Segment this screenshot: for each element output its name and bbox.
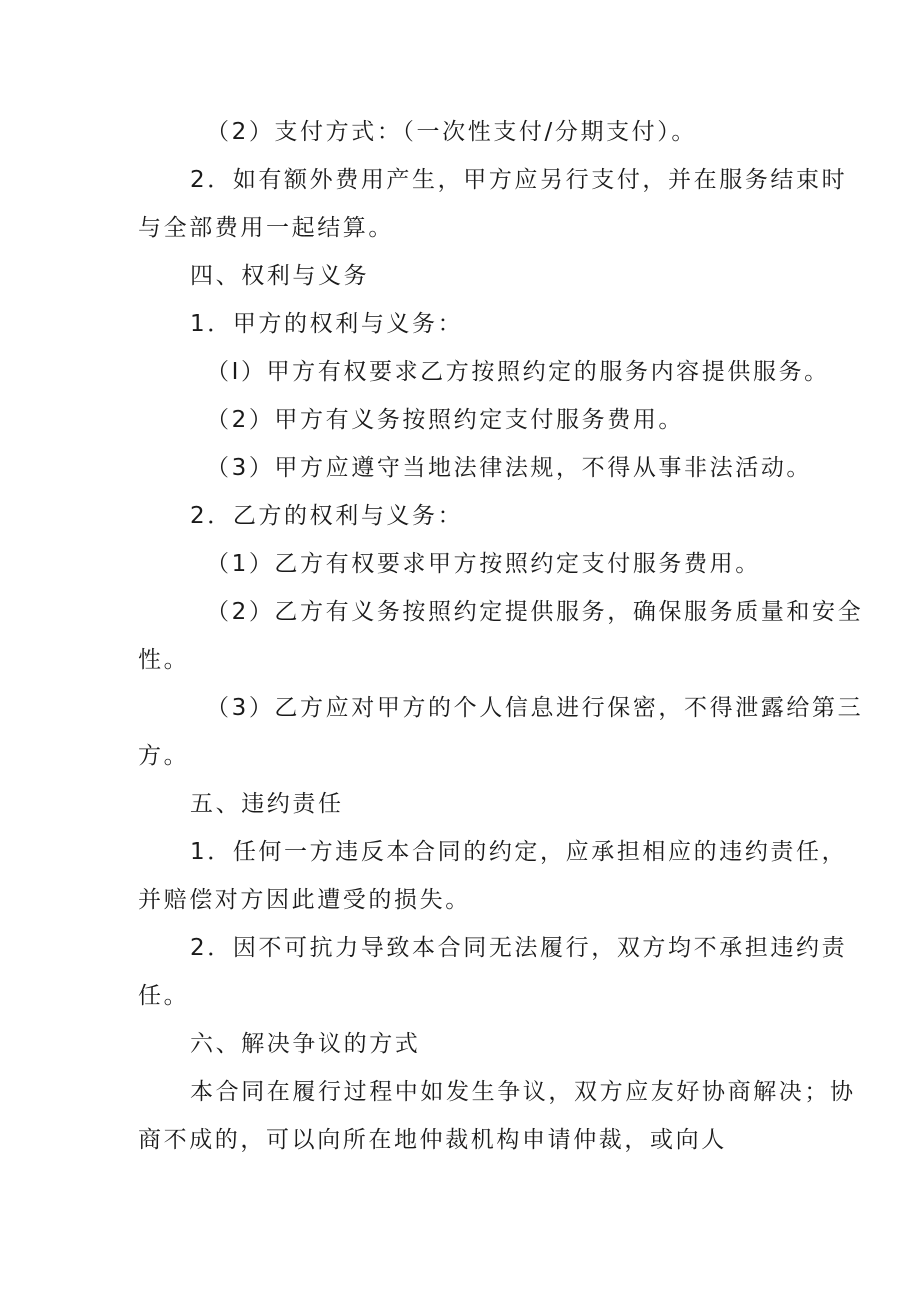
breach-clause-2: 2．因不可抗力导致本合同无法履行，双方均不承担违约责	[190, 935, 848, 961]
party-b-right-2-continued: 性。	[138, 647, 190, 673]
party-b-rights-heading: 2．乙方的权利与义务：	[190, 503, 464, 529]
breach-clause-1-continued: 并赔偿对方因此遭受的损失。	[138, 887, 471, 913]
party-a-rights-heading: 1．甲方的权利与义务：	[190, 311, 464, 337]
document-body	[138, 108, 864, 1164]
section-heading-dispute: 六、解决争议的方式	[190, 1031, 421, 1057]
party-a-right-2: （2）甲方有义务按照约定支付服务费用。	[206, 407, 685, 433]
breach-clause-1: 1．任何一方违反本合同的约定，应承担相应的违约责任，	[190, 839, 848, 865]
section-heading-rights-obligations: 四、权利与义务	[190, 263, 370, 289]
extra-fees-clause-continued: 与全部费用一起结算。	[138, 215, 394, 241]
section-heading-breach: 五、违约责任	[190, 791, 344, 817]
party-b-right-2: （2）乙方有义务按照约定提供服务，确保服务质量和安全	[206, 599, 864, 625]
payment-method-line: （2）支付方式：（一次性支付/分期支付）。	[206, 119, 697, 145]
extra-fees-clause: 2．如有额外费用产生，甲方应另行支付，并在服务结束时	[190, 167, 848, 193]
party-b-right-3: （3）乙方应对甲方的个人信息进行保密，不得泄露给第三	[206, 695, 864, 721]
party-a-right-1: （I）甲方有权要求乙方按照约定的服务内容提供服务。	[206, 359, 830, 385]
party-a-right-3: （3）甲方应遵守当地法律法规，不得从事非法活动。	[206, 455, 813, 481]
breach-clause-2-continued: 任。	[138, 983, 190, 1009]
party-b-right-3-continued: 方。	[138, 743, 190, 769]
party-b-right-1: （1）乙方有权要求甲方按照约定支付服务费用。	[206, 551, 761, 577]
dispute-clause-continued: 商不成的，可以向所在地仲裁机构申请仲裁，或向人	[138, 1127, 727, 1153]
dispute-clause: 本合同在履行过程中如发生争议，双方应友好协商解决；协	[190, 1079, 856, 1105]
